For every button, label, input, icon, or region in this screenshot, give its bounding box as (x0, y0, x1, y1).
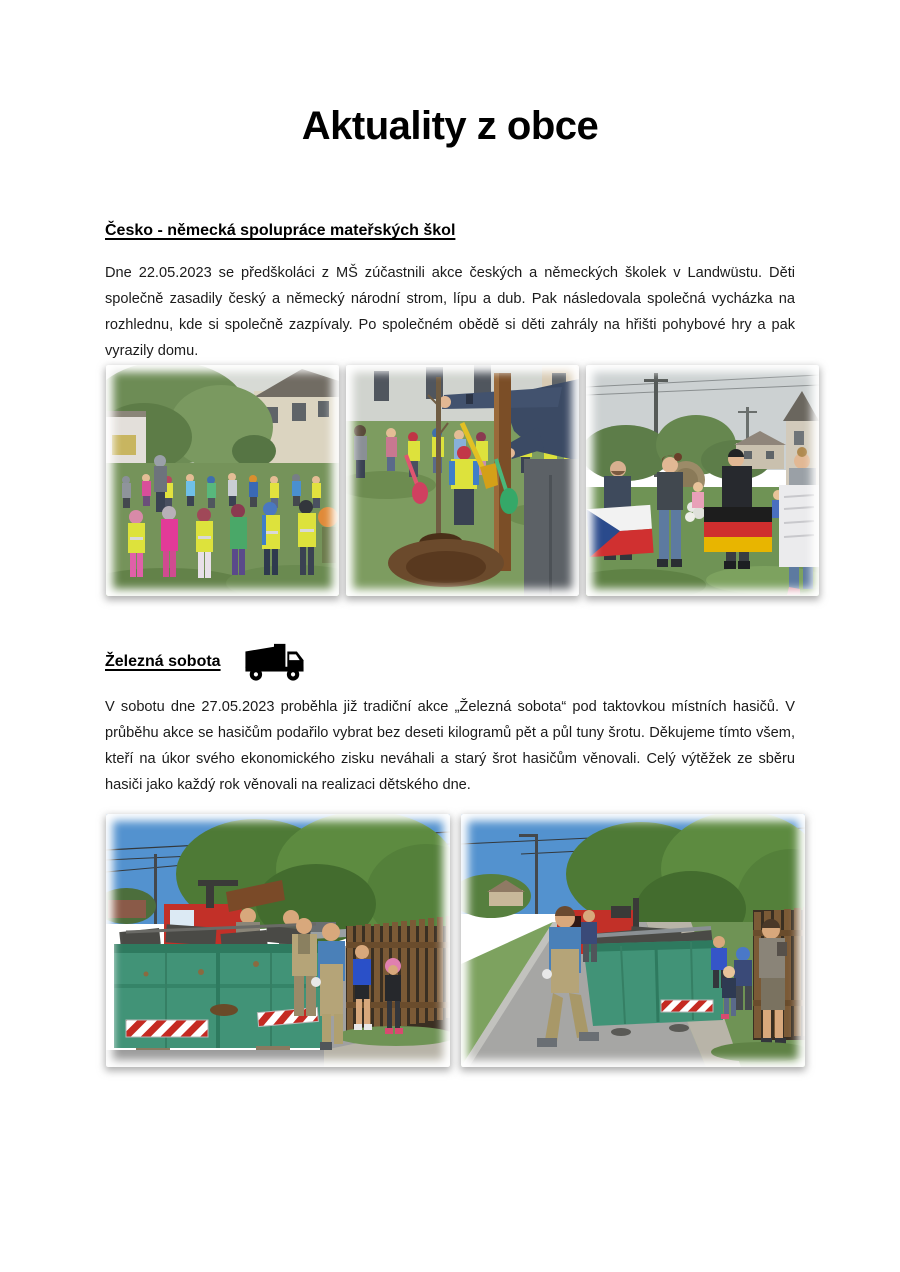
section-body-iron-saturday: V sobotu dne 27.05.2023 proběhla již tradiční akce „Železná sobota“ pod taktovkou místních hasičů. V průběhu akce se hasičům podařilo vybrat bez deseti kilogramů pět a půl tuny šrotu. Děkujeme tímto všem, kteří na úkor svého ekonomického zisku neváhali a starý šrot hasičům věnovali. Celý výtěžek ze sběru hasiči jako každý rok věnovali na realizaci dětského dne. (105, 699, 795, 793)
flags-photo (586, 365, 819, 596)
section-heading-row (105, 642, 305, 682)
dump-truck-icon (243, 642, 305, 682)
children-circle-photo (106, 365, 339, 596)
section-heading-kindergarten: Česko - německá spolupráce mateřských škol (105, 222, 456, 239)
scrap-container-photo-1 (106, 814, 450, 1067)
page-title: Aktuality z obce (301, 104, 599, 148)
scrap-container-photo-2 (461, 814, 805, 1067)
tree-planting-photo (346, 365, 579, 596)
photo-row-iron-saturday (106, 814, 805, 1067)
section-heading-iron-saturday: Železná sobota (105, 653, 221, 670)
section-body-kindergarten: Dne 22.05.2023 se předškoláci z MŠ zúčastnili akce českých a německých školek v Landwüstu. Děti společně zasadily český a německý národní strom, lípu a dub. Pak následovala společná vycházka na rozhlednu, kde si společně zazpívaly. Po společném obědě si děti zahrály na hřišti pohybové hry a pak vyrazily domu. (105, 265, 795, 359)
photo-row-kindergarten (106, 365, 819, 596)
